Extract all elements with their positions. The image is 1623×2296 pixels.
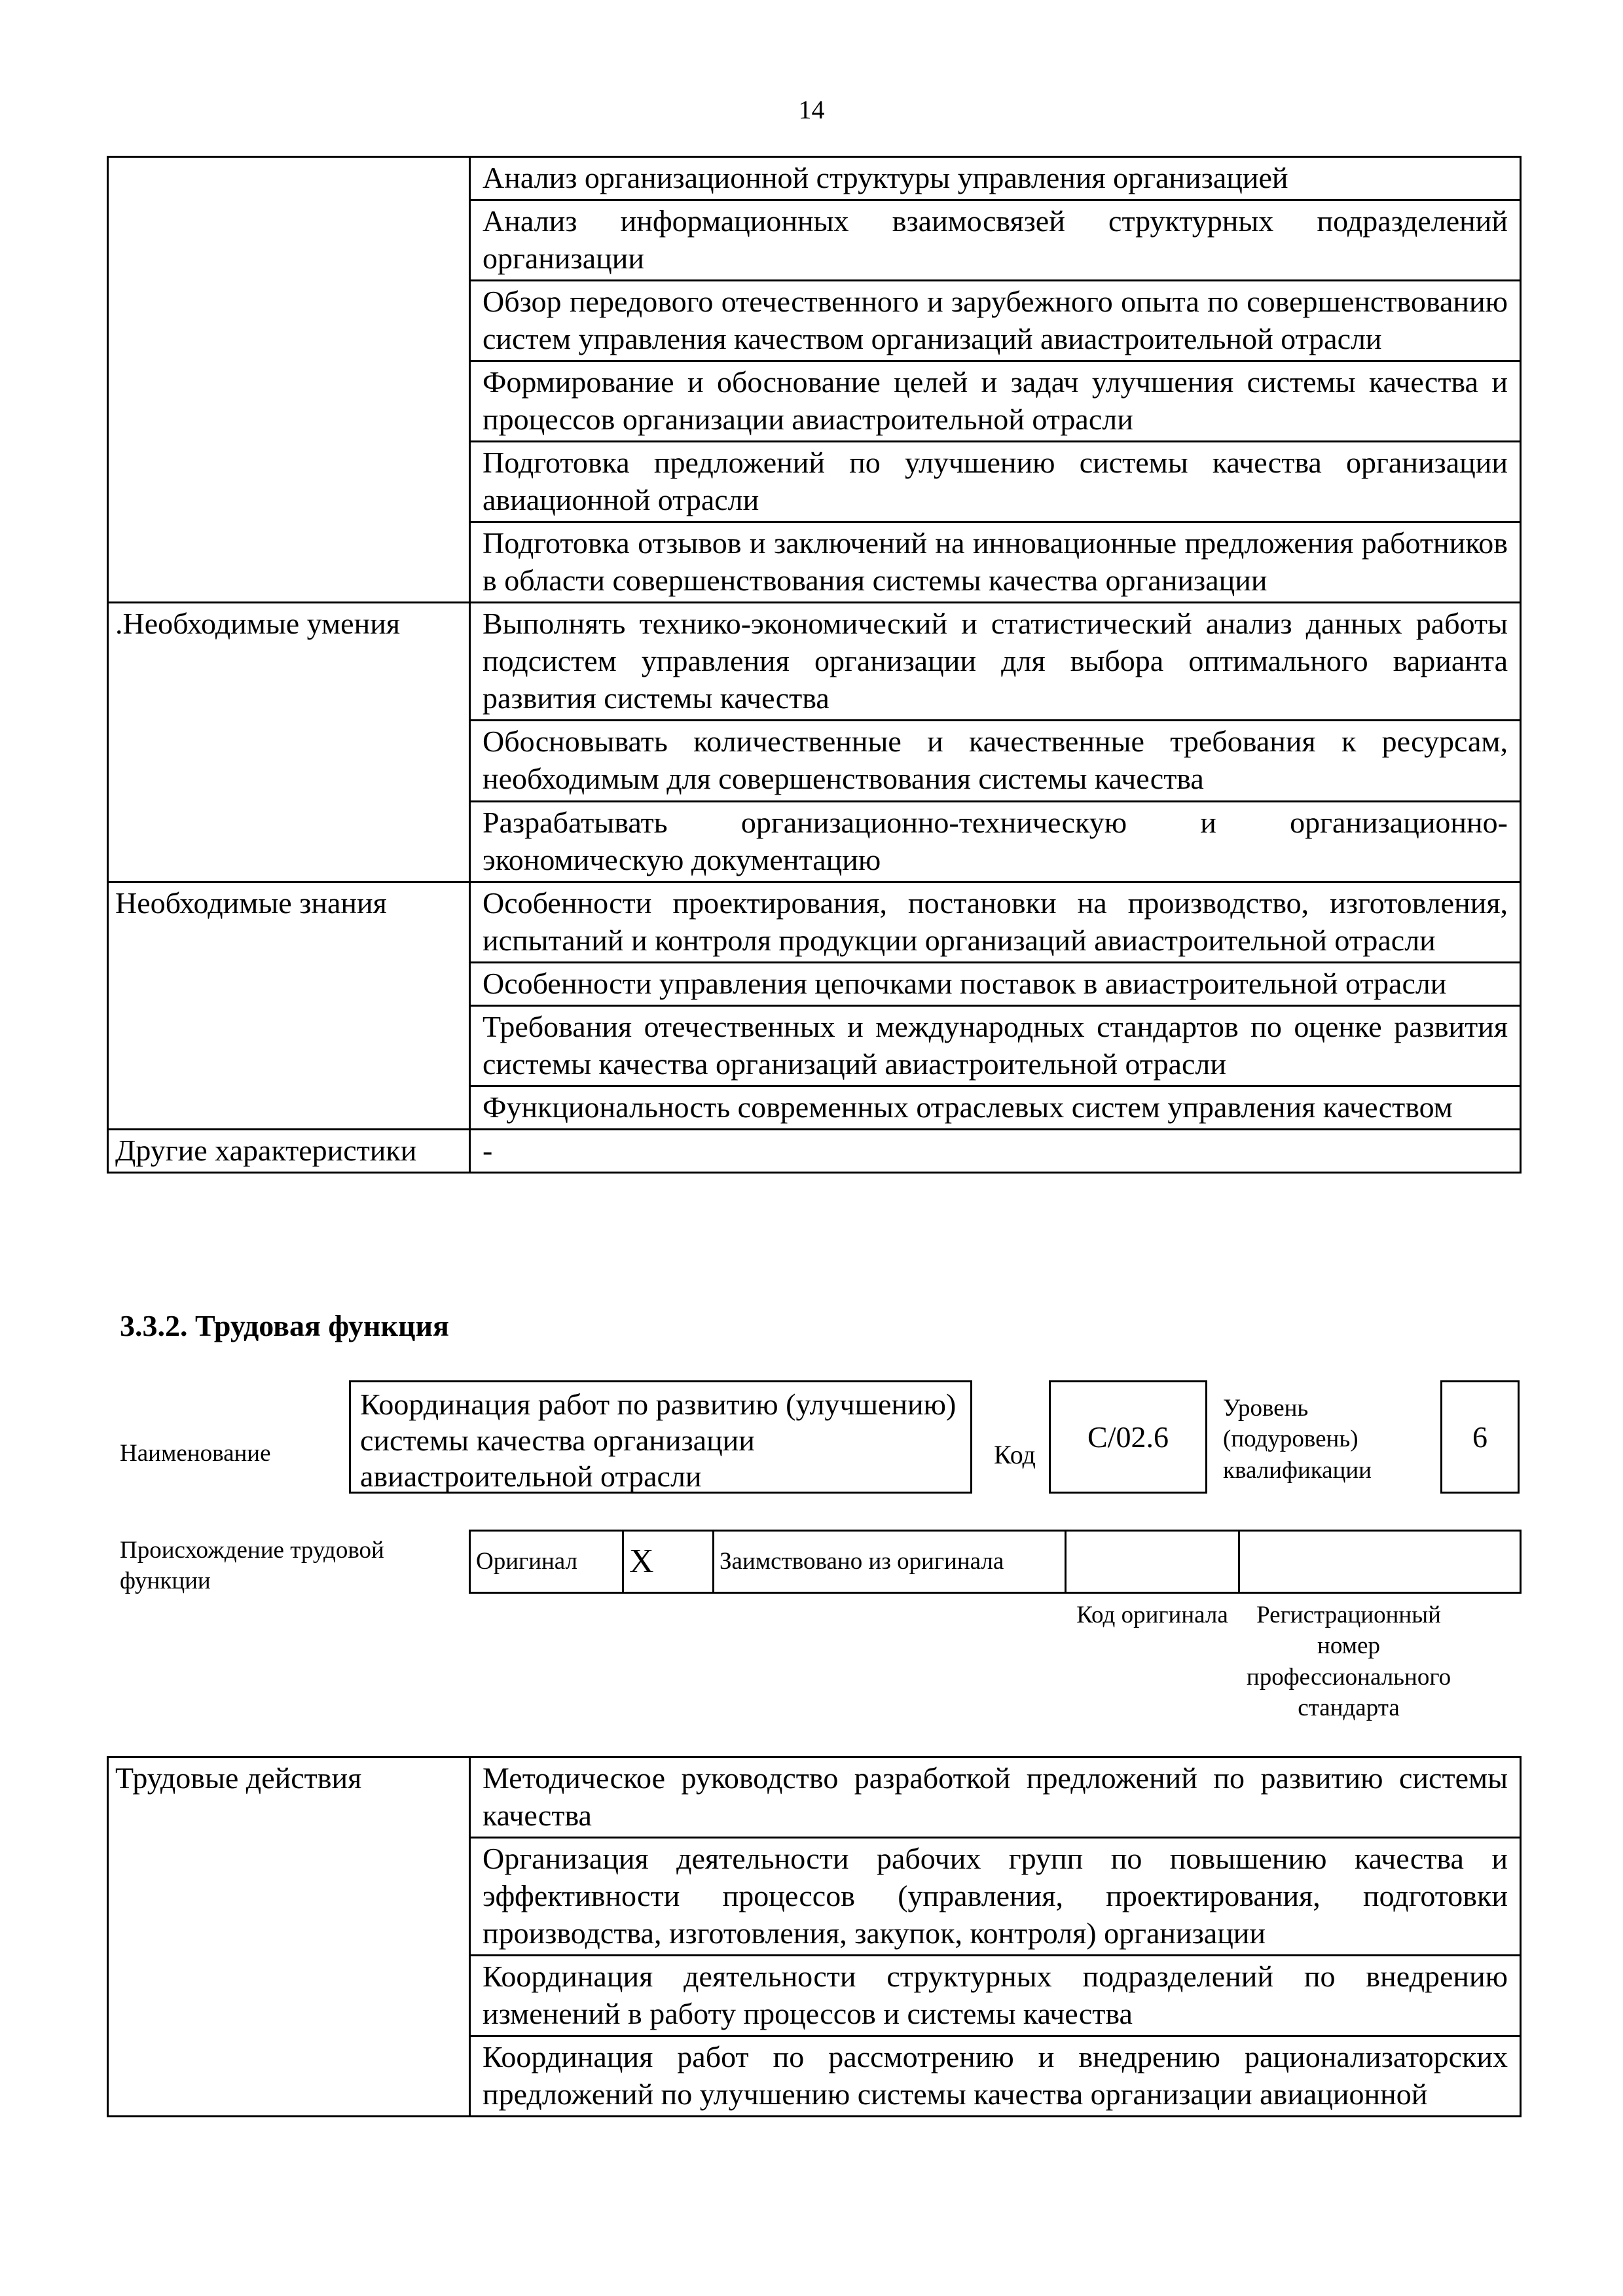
- row-item: Требования отечественных и международных стандартов по оценке развития системы качества организаций авиастроительной отрасли: [470, 1005, 1521, 1086]
- row-item: Методическое руководство разработкой предложений по развитию системы качества: [470, 1757, 1521, 1838]
- row-item: Организация деятельности рабочих групп по повышению качества и эффективности процессов (управления, проектирования, подготовки производства, изготовления, закупок, контроля) организации: [470, 1838, 1521, 1956]
- level-value: 6: [1472, 1420, 1487, 1454]
- row-label: [108, 157, 470, 603]
- row-item: Подготовка предложений по улучшению системы качества организации авиационной отрасли: [470, 442, 1521, 522]
- reg-number-cell: [1239, 1531, 1521, 1593]
- code-original-label: Код оригинала: [1076, 1602, 1228, 1628]
- code-value-box: [1049, 1380, 1207, 1494]
- table-row: [108, 1757, 1521, 1838]
- row-label: .Необходимые умения: [108, 603, 470, 882]
- row-item: Обзор передового отечественного и зарубежного опыта по совершенствованию систем управления качеством организаций авиастроительной отрасли: [470, 281, 1521, 361]
- name-value-box: Координация работ по развитию (улучшению) системы качества организации авиастроительной отрасли: [349, 1380, 972, 1494]
- page-number: 14: [798, 95, 825, 124]
- original-label: Оригинал: [470, 1531, 623, 1593]
- row-item: Анализ организационной структуры управления организацией: [470, 157, 1521, 200]
- row-item: Подготовка отзывов и заключений на инновационные предложения работников в области совершенствования системы качества организации: [470, 522, 1521, 603]
- row-item: Формирование и обоснование целей и задач улучшения системы качества и процессов организации авиастроительной отрасли: [470, 361, 1521, 442]
- original-mark: X: [623, 1531, 714, 1593]
- code-original-cell: [1066, 1531, 1239, 1593]
- row-label: Необходимые знания: [108, 882, 470, 1129]
- row-item: Анализ информационных взаимосвязей структурных подразделений организации: [470, 200, 1521, 281]
- row-item: Координация работ по рассмотрению и внедрению рационализаторских предложений по улучшению системы качества организации авиационной: [470, 2036, 1521, 2117]
- origin-label: Происхождение трудовой функции: [120, 1537, 384, 1595]
- competence-table: [107, 156, 1522, 1174]
- row-item: Обосновывать количественные и качественные требования к ресурсам, необходимым для совершенствования системы качества: [470, 721, 1521, 801]
- table-row: [108, 1129, 1521, 1172]
- table-row: [108, 882, 1521, 962]
- code-label: Код: [994, 1440, 1036, 1469]
- level-label: Уровень (подуровень) квалификации: [1223, 1395, 1372, 1484]
- row-label: Другие характеристики: [108, 1129, 470, 1172]
- row-item: Особенности проектирования, постановки на производство, изготовления, испытаний и контроля продукции организаций авиастроительной отрасли: [470, 882, 1521, 962]
- table-row: [108, 603, 1521, 721]
- row-item: Особенности управления цепочками поставок в авиастроительной отрасли: [470, 962, 1521, 1005]
- table-row: [108, 157, 1521, 200]
- row-item: Координация деятельности структурных подразделений по внедрению изменений в работу процессов и системы качества: [470, 1956, 1521, 2036]
- row-item: Выполнять технико-экономический и статистический анализ данных работы подсистем управления организации для выбора оптимального варианта развития системы качества: [470, 603, 1521, 721]
- borrowed-label: Заимствовано из оригинала: [714, 1531, 1066, 1593]
- level-value-box: [1440, 1380, 1520, 1494]
- row-item: -: [470, 1129, 1521, 1172]
- origin-row: [469, 1530, 1522, 1594]
- section-title: 3.3.2. Трудовая функция: [120, 1309, 449, 1342]
- name-label: Наименование: [120, 1440, 271, 1467]
- row-item: Разрабатывать организационно-техническую и организационно-экономическую документацию: [470, 801, 1521, 882]
- row-label: Трудовые действия: [108, 1757, 470, 2117]
- row-item: Функциональность современных отраслевых систем управления качеством: [470, 1086, 1521, 1129]
- code-value: C/02.6: [1087, 1420, 1169, 1454]
- labor-actions-table: [107, 1756, 1522, 2117]
- reg-number-label: Регистрационный номер профессионального стандарта: [1246, 1602, 1451, 1722]
